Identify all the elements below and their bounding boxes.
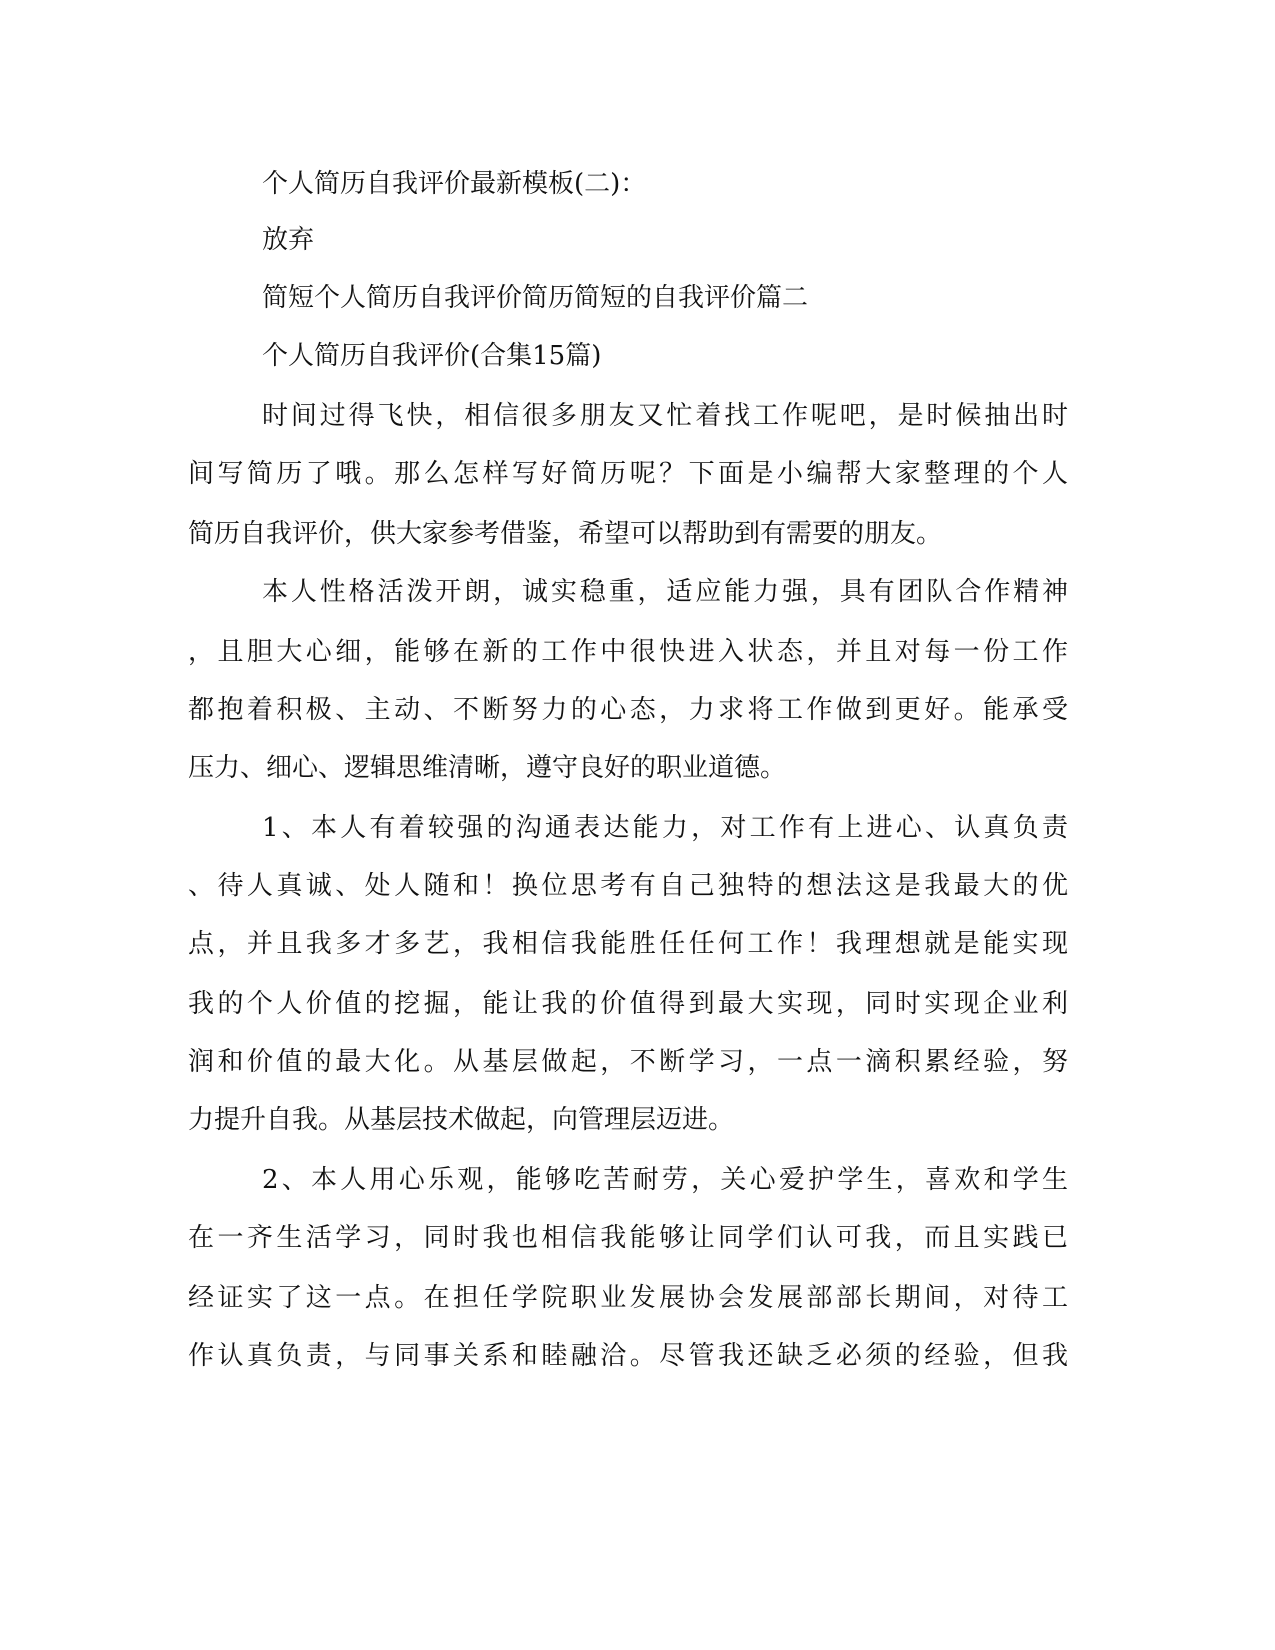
para1-line-4: 压力、细心、逻辑思维清晰，遵守良好的职业道德。 — [188, 753, 787, 783]
item1-line-2: 、待人真诚、处人随和！换位思考有自己独特的想法这是我最大的优 — [188, 871, 1068, 901]
item2-line-1: 2、本人用心乐观，能够吃苦耐劳，关心爱护学生，喜欢和学生 — [262, 1165, 1068, 1195]
item2-line-2: 在一齐生活学习，同时我也相信我能够让同学们认可我，而且实践已 — [188, 1223, 1068, 1253]
item1-line-5: 润和价值的最大化。从基层做起，不断学习，一点一滴积累经验，努 — [188, 1047, 1068, 1077]
item2-line-4: 作认真负责，与同事关系和睦融洽。尽管我还缺乏必须的经验，但我 — [188, 1341, 1068, 1371]
item1-line-6: 力提升自我。从基层技术做起，向管理层迈进。 — [188, 1105, 735, 1135]
item2-line-3: 经证实了这一点。在担任学院职业发展协会发展部部长期间，对待工 — [188, 1283, 1068, 1313]
intro-line-3: 简历自我评价，供大家参考借鉴，希望可以帮助到有需要的朋友。 — [188, 519, 943, 549]
abandon-heading: 放弃 — [262, 225, 315, 255]
item1-line-4: 我的个人价值的挖掘，能让我的价值得到最大实现，同时实现企业利 — [188, 989, 1068, 1019]
item1-line-1: 1、本人有着较强的沟通表达能力，对工作有上进心、认真负责 — [262, 813, 1068, 843]
para1-line-1: 本人性格活泼开朗，诚实稳重，适应能力强，具有团队合作精神 — [262, 577, 1068, 607]
item1-line-3: 点，并且我多才多艺，我相信我能胜任任何工作！我理想就是能实现 — [188, 929, 1068, 959]
intro-line-2: 间写简历了哦。那么怎样写好简历呢？下面是小编帮大家整理的个人 — [188, 459, 1068, 489]
subtitle-heading: 简短个人简历自我评价简历简短的自我评价篇二 — [262, 283, 809, 313]
template-title: 个人简历自我评价最新模板(二)： — [262, 169, 647, 199]
collection-heading: 个人简历自我评价(合集15篇) — [262, 341, 602, 371]
para1-line-2: ，且胆大心细，能够在新的工作中很快进入状态，并且对每一份工作 — [188, 637, 1068, 667]
para1-line-3: 都抱着积极、主动、不断努力的心态，力求将工作做到更好。能承受 — [188, 695, 1068, 725]
intro-line-1: 时间过得飞快，相信很多朋友又忙着找工作呢吧，是时候抽出时 — [262, 401, 1068, 431]
